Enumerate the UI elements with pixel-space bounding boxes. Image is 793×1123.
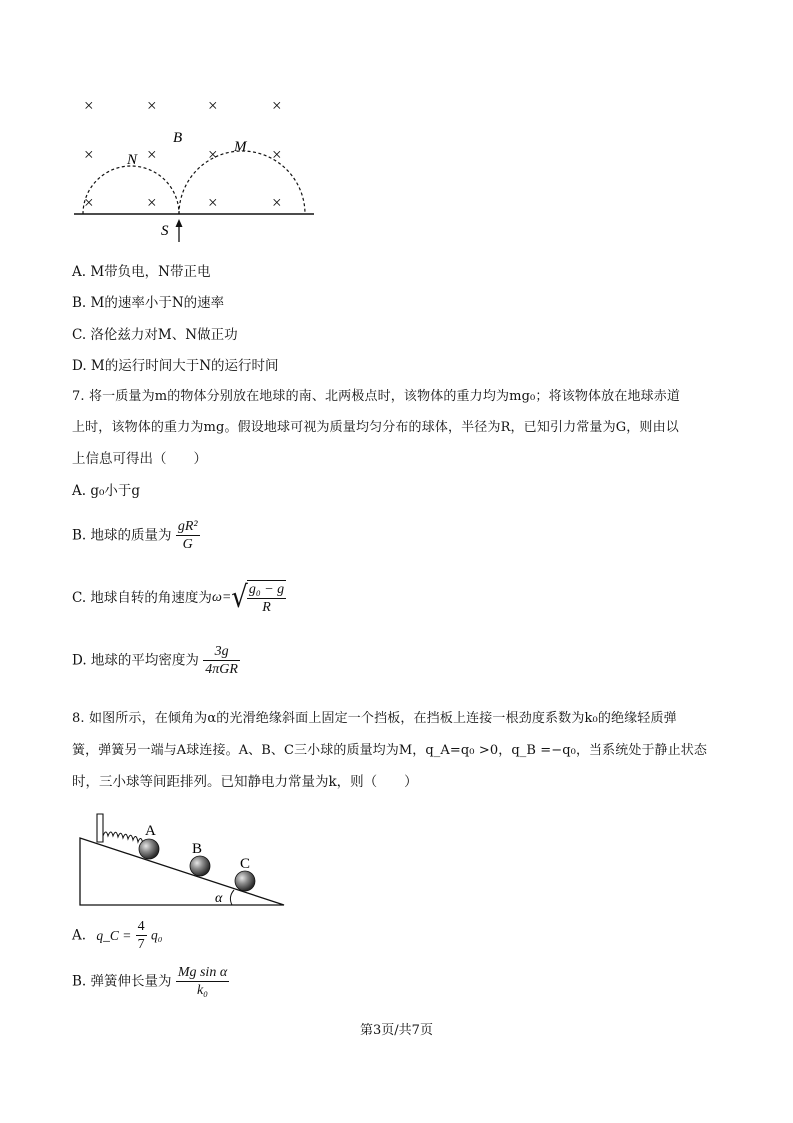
field-cross: ×: [147, 145, 157, 164]
fraction-denominator: R: [262, 600, 271, 615]
q8-stem-line2: 簧，弹簧另一端与A球连接。A、B、C三小球的质量均为M，q_A=q₀ >0，q_B =−q₀，当系统处于静止状态: [72, 743, 707, 758]
q7-option-c: [72, 580, 286, 616]
q8-option-a-label: A.: [72, 927, 87, 944]
field-cross: ×: [84, 193, 94, 212]
q7-stem-line3: 上信息可得出（ ）: [72, 451, 207, 467]
ball-c: [235, 871, 255, 891]
label-b: B: [173, 130, 183, 146]
field-cross: ×: [84, 96, 94, 115]
q8-option-a-lhs: q_C =: [96, 927, 132, 943]
field-cross: ×: [147, 193, 157, 212]
label-n: N: [127, 152, 138, 168]
q7-option-b-fraction: [176, 518, 200, 553]
q7-option-a: A. g₀小于g: [72, 483, 141, 499]
fraction-numerator: g₀ − g: [248, 582, 285, 597]
incline-figure: [72, 810, 292, 910]
q8-option-a: [72, 918, 162, 953]
q7-option-b: [72, 518, 200, 553]
label-s: S: [161, 223, 169, 239]
field-cross: ×: [84, 145, 94, 164]
label-ball-a: A: [145, 823, 156, 839]
q6-option-c: C. 洛伦兹力对M、N做正功: [72, 327, 238, 343]
label-ball-c: C: [240, 856, 251, 872]
baffle: [97, 814, 103, 842]
q8-option-b-text: B. 弹簧伸长量为: [72, 973, 172, 990]
fraction-denominator: G: [182, 537, 193, 552]
q6-option-a: A. M带负电，N带正电: [72, 264, 211, 280]
fraction-denominator: k₀: [196, 983, 209, 998]
fraction-numerator: Mg sin α: [177, 965, 228, 980]
q7-option-d-fraction: [203, 643, 240, 678]
fraction-numerator: 4: [137, 919, 145, 934]
field-cross: ×: [147, 96, 157, 115]
ball-b: [190, 856, 210, 876]
q8-stem-line3: 时，三小球等间距排列。已知静电力常量为k，则（ ）: [72, 774, 418, 790]
q7-option-b-text: B. 地球的质量为: [72, 527, 172, 544]
q8-option-a-rhs: q₀: [150, 927, 163, 943]
label-ball-b: B: [192, 841, 203, 857]
fraction-denominator: 7: [137, 937, 145, 952]
field-cross: ×: [208, 145, 218, 164]
field-cross: ×: [272, 193, 282, 212]
label-m: M: [234, 139, 247, 155]
q7-stem-line2: 上时，该物体的重力为mg。假设地球可视为质量均匀分布的球体，半径为R，已知引力常量为G，则由以: [72, 420, 679, 435]
sqrt-sign: √: [231, 580, 248, 616]
fraction-numerator: 3g: [203, 643, 240, 661]
angle-arc: [230, 890, 234, 905]
q8-option-b-fraction: [176, 964, 229, 999]
page-number: 第3页/共7页: [360, 1023, 433, 1038]
q7-option-d: [72, 643, 240, 678]
arrow-head: [176, 219, 183, 227]
q7-stem-line1: 7. 将一质量为m的物体分别放在地球的南、北两极点时，该物体的重力均为mg₀；将该物体放在地球赤道: [72, 389, 681, 404]
field-cross: ×: [208, 96, 218, 115]
fraction-denominator: 4πGR: [205, 662, 238, 677]
fraction-numerator: gR²: [177, 519, 198, 534]
q8-option-a-fraction: [136, 918, 147, 953]
field-cross: ×: [208, 193, 218, 212]
q7-option-c-fraction: [247, 580, 286, 616]
path-n: [83, 166, 179, 214]
q8-option-b: [72, 964, 229, 999]
omega-symbol: ω=: [211, 590, 232, 605]
field-cross: ×: [272, 96, 282, 115]
q6-option-d: D. M的运行时间大于N的运行时间: [72, 358, 279, 374]
q6-option-b: B. M的速率小于N的速率: [72, 295, 225, 311]
label-alpha: α: [215, 891, 223, 906]
incline: [80, 838, 284, 905]
magnetic-field-figure: [60, 88, 330, 253]
q7-option-d-text: D. 地球的平均密度为: [72, 652, 199, 669]
ball-a: [139, 839, 159, 859]
field-cross: ×: [272, 145, 282, 164]
path-m: [179, 151, 305, 214]
q8-stem-line1: 8. 如图所示，在倾角为α的光滑绝缘斜面上固定一个挡板，在挡板上连接一根劲度系数为k₀的绝缘轻质弹: [72, 711, 677, 726]
q7-option-c-text: C. 地球自转的角速度为: [72, 590, 212, 606]
